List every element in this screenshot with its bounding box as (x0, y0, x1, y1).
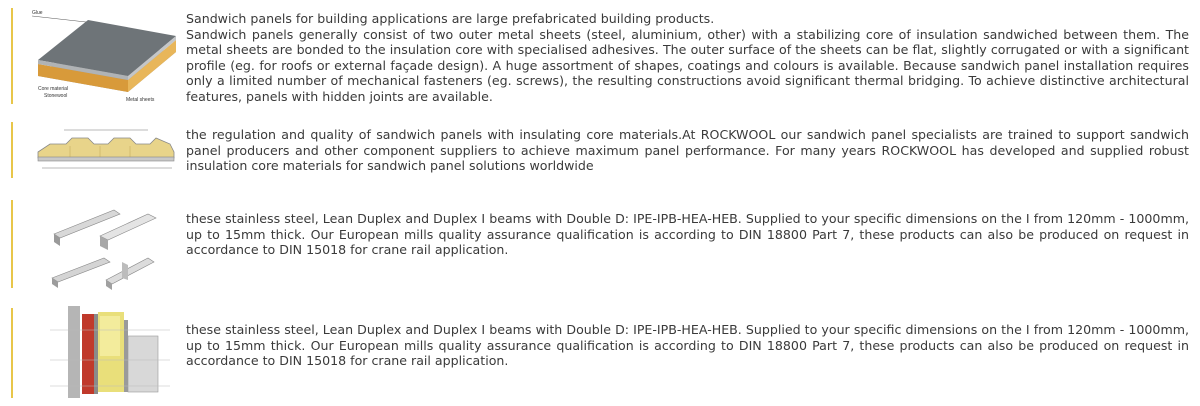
section-rockwool-core (0, 118, 1200, 190)
section-text (186, 127, 1189, 174)
metal-sheets-label: Metal sheets (126, 97, 155, 103)
section-i-beams-repeat (0, 306, 1200, 404)
section-accent-bar (11, 8, 13, 104)
sandwich-panel-diagram (30, 4, 180, 108)
paragraph: Sandwich panels generally consist of two outer metal sheets (steel, aluminium, other) with a stabilizing core of insulation sandwiched between them. The metal sheets are bonded to the insulation core with specialised adhesives. The outer surface of the sheets can be flat, slightly corrugated or with a significant profile (eg. for roofs or external façade design). A huge assortment of shapes, coatings and colours is available. Because sandwich panel installation requires only a limited number of mechanical fasteners (eg. screws), the resulting constructions avoid significant thermal bridging. To achieve distinctive architectural features, panels with hidden joints are available. (186, 26, 1189, 104)
section-accent-bar (11, 122, 13, 178)
section-text (186, 11, 1189, 105)
paragraph: these stainless steel, Lean Duplex and Duplex I beams with Double D: IPE-IPB-HEA-HEB. Supplied to your specific dimensions on the I from 120mm - 1000mm, up to 15mm thick. Our European mills quality assurance qualification is according to DIN 18800 Part 7, these products can also be produced on request in accordance to DIN 15018 for crane rail application. (186, 322, 1189, 369)
wall-construction-image (30, 306, 180, 402)
paragraph: these stainless steel, Lean Duplex and Duplex I beams with Double D: IPE-IPB-HEA-HEB. Supplied to your specific dimensions on the I from 120mm - 1000mm, up to 15mm thick. Our European mills quality assurance qualification is according to DIN 18800 Part 7, these products can also be produced on request in accordance to DIN 15018 for crane rail application. (186, 211, 1189, 258)
steel-profiles-image (30, 200, 180, 292)
section-sandwich-panels (0, 0, 1200, 110)
section-text (186, 211, 1189, 258)
glue-label: Glue (32, 10, 43, 16)
section-accent-bar (11, 200, 13, 288)
section-accent-bar (11, 308, 13, 398)
section-i-beams (0, 196, 1200, 292)
paragraph: Sandwich panels for building applications are large prefabricated building products. (186, 11, 715, 26)
core-material-label: Core material (38, 86, 69, 92)
paragraph: the regulation and quality of sandwich panels with insulating core materials.At ROCKWOOL our sandwich panel specialists are trained to support sandwich panel producers and other component suppliers to achieve maximum panel performance. For many years ROCKWOOL has developed and supplied robust insulation core materials for sandwich panel solutions worldwide (186, 127, 1189, 174)
section-text (186, 322, 1189, 369)
stonewool-label: Stonewool (44, 93, 68, 99)
panel-cross-section-diagram (30, 122, 180, 176)
